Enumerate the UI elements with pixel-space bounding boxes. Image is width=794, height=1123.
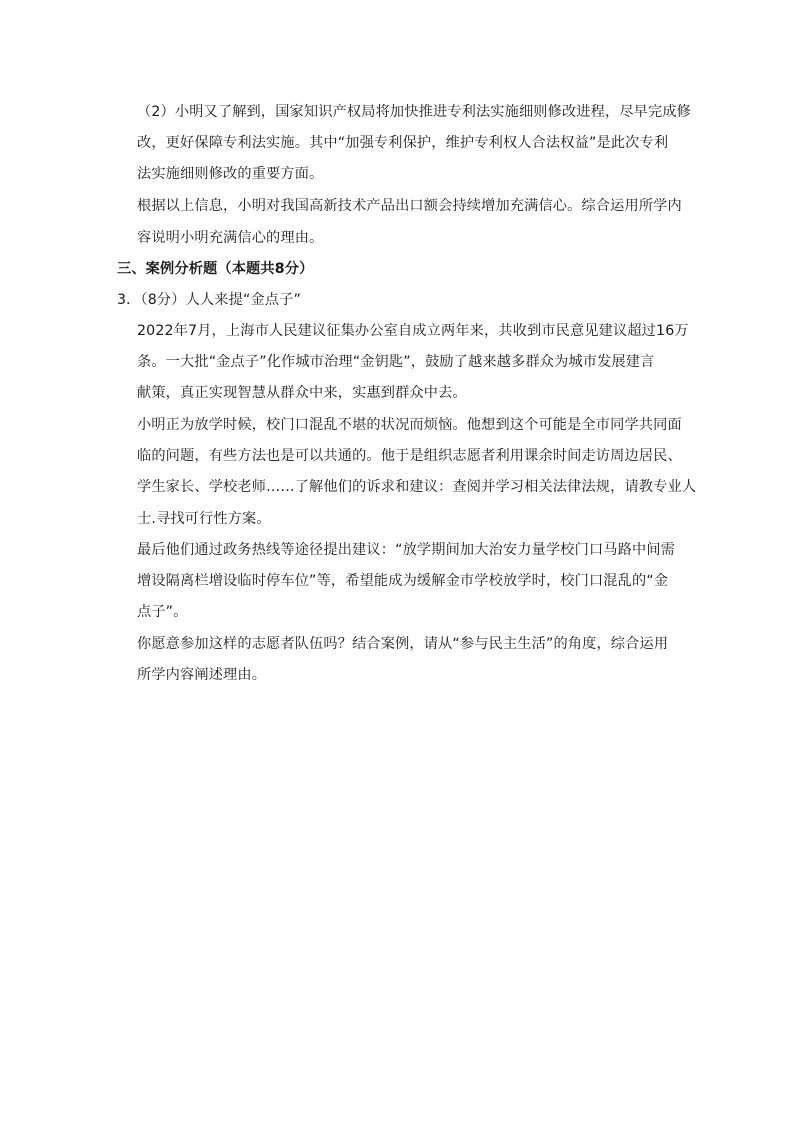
case-story-line-3: 学生家长、学校老师……了解他们的诉求和建议：查阅并学习相关法律法规，请教专业人 bbox=[137, 479, 697, 495]
paragraph-2-line-2: 改，更好保障专利法实施。其中“加强专利保护，维护专利权人合法权益”是此次专利 bbox=[137, 135, 669, 151]
case-ask-line-1: 你愿意参加这样的志愿者队伍吗？结合案例，请从“参与民主生活”的角度，综合运用 bbox=[137, 636, 669, 652]
section-heading: 三、案例分析题（本题共8分） bbox=[117, 261, 314, 277]
question-prompt-line-2: 容说明小明充满信心的理由。 bbox=[137, 230, 324, 246]
case-ask-line-2: 所学内容阐述理由。 bbox=[137, 667, 267, 683]
question-3-title: 3．（8分）人人来提“金点子” bbox=[117, 292, 301, 308]
case-story-line-2: 临的问题，有些方法也是可以共通的。他于是组织志愿者利用课余时间走访周边居民、 bbox=[137, 448, 682, 464]
paragraph-2-line-1: （2）小明又了解到，国家知识产权局将加快推进专利法实施细则修改进程，尽早完成修 bbox=[137, 104, 692, 120]
case-story-line-4: 士.寻找可行性方案。 bbox=[137, 511, 271, 527]
case-result-line-3: 点子”。 bbox=[137, 604, 188, 620]
paragraph-2-line-3: 法实施细则修改的重要方面。 bbox=[137, 166, 324, 182]
case-story-line-1: 小明正为放学时候，校门口混乱不堪的状况而烦恼。他想到这个可能是全市同学共同面 bbox=[137, 417, 682, 433]
case-intro-line-3: 献策，真正实现智慧从群众中来，实惠到群众中去。 bbox=[137, 385, 467, 401]
question-prompt-line-1: 根据以上信息，小明对我国高新技术产品出口额会持续增加充满信心。综合运用所学内 bbox=[137, 198, 682, 214]
case-intro-line-2: 条。一大批“金点子”化作城市治理“金钥匙”，鼓励了越来越多群众为城市发展建言 bbox=[137, 354, 655, 370]
case-result-line-1: 最后他们通过政务热线等途径提出建议：“放学期间加大治安力量学校门口马路中间需 bbox=[137, 542, 675, 558]
case-intro-line-1: 2022年7月，上海市人民建议征集办公室自成立两年来，共收到市民意见建议超过16万 bbox=[137, 323, 689, 339]
case-result-line-2: 增设隔离栏增设临时停车位”等，希望能成为缓解金市学校放学时，校门口混乱的“金 bbox=[137, 573, 669, 589]
